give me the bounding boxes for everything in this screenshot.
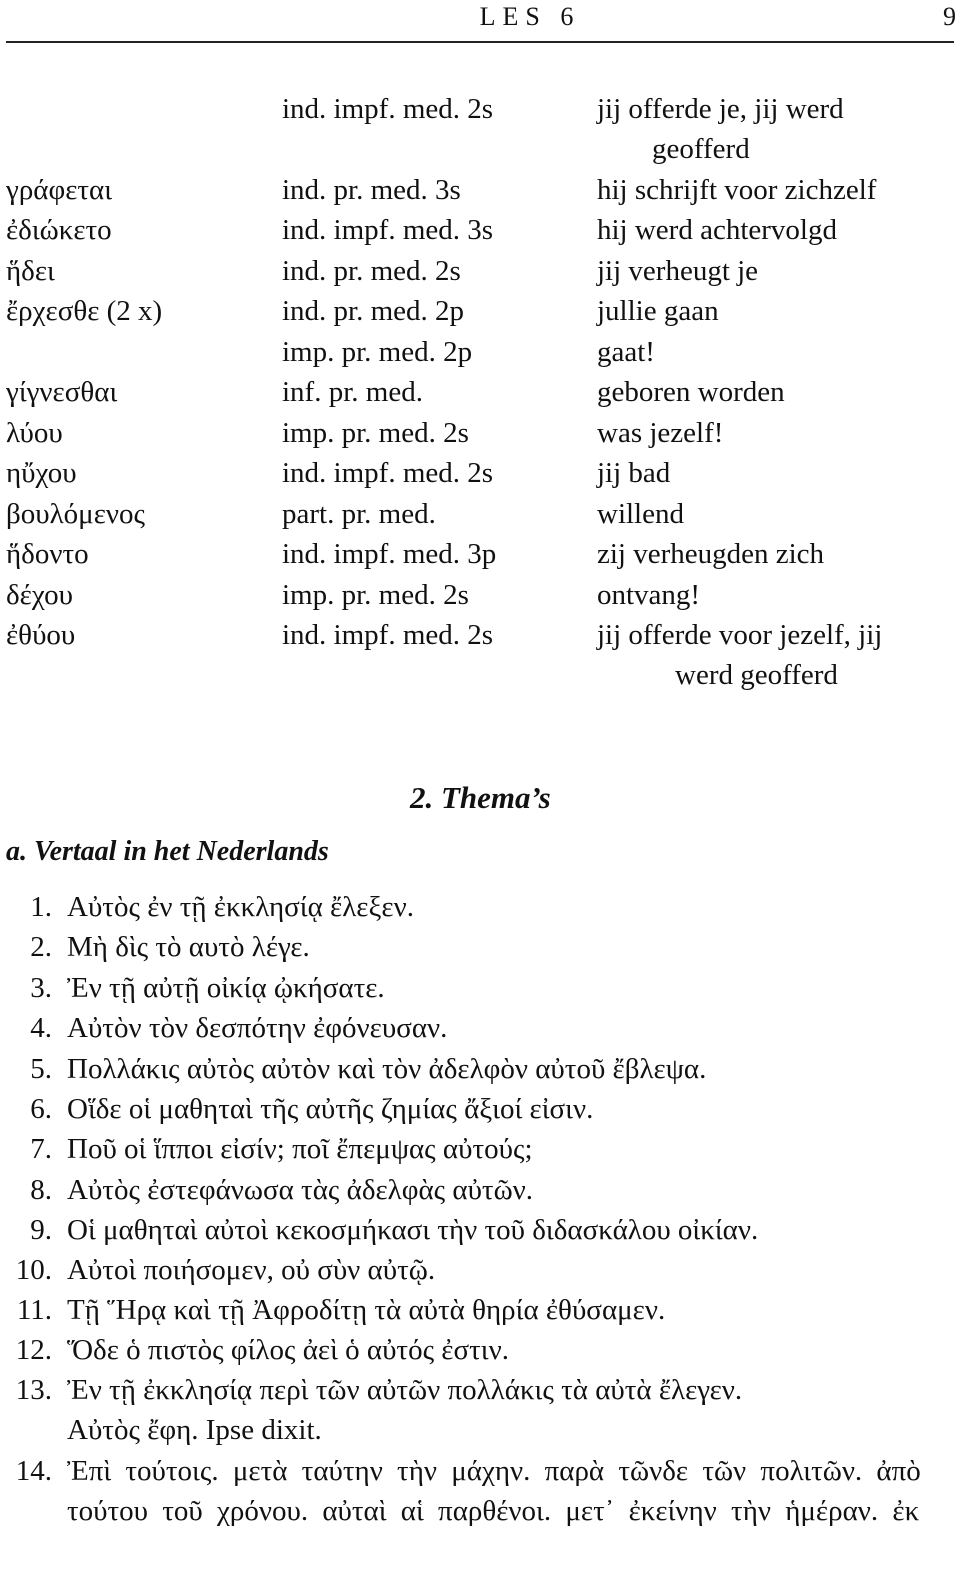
vocab-meaning-continued: geofferd <box>652 133 750 165</box>
vocab-grammar: part. pr. med. <box>282 498 436 530</box>
vocab-grammar: ind. impf. med. 2s <box>282 619 494 651</box>
vocab-row <box>0 251 960 291</box>
vocab-meaning: hij schrijft voor zichzelf <box>597 174 877 206</box>
vocab-grammar: ind. impf. med. 3s <box>282 214 494 246</box>
vocab-greek: βουλόμενος <box>6 498 145 530</box>
exercise-number: 13. <box>15 1374 52 1406</box>
vocab-meaning: gaat! <box>597 336 655 368</box>
vocab-row <box>0 615 960 655</box>
exercise-text: Οἵδε οἱ μαθηταὶ τῆς αὐτῆς ζημίας ἄξιοί εἰσιν. <box>67 1093 594 1125</box>
exercise-number: 1. <box>30 891 52 923</box>
vocab-row <box>0 291 960 331</box>
vocab-meaning: hij werd achtervolgd <box>597 214 837 246</box>
vocab-greek: λύου <box>6 417 63 449</box>
vocab-meaning: jij bad <box>597 457 671 489</box>
exercise-number: 5. <box>30 1053 52 1085</box>
vocab-row <box>0 372 960 412</box>
vocab-row <box>0 170 960 210</box>
vocab-greek: ἐθύου <box>6 619 76 651</box>
vocab-meaning: willend <box>597 498 684 530</box>
vocab-grammar: imp. pr. med. 2p <box>282 336 473 368</box>
vocab-meaning: jij verheugt je <box>597 255 759 287</box>
section-heading: 2. Thema’s <box>410 780 551 815</box>
vocab-row-continuation <box>0 129 960 169</box>
vocab-grammar: ind. impf. med. 2s <box>282 457 494 489</box>
vocab-row <box>0 413 960 453</box>
vocab-meaning: jullie gaan <box>597 295 719 327</box>
exercise-number: 6. <box>30 1093 52 1125</box>
vocab-greek: γίγνεσθαι <box>6 376 118 408</box>
exercise-text: Ὅδε ὁ πιστὸς φίλος ἀεὶ ὁ αὐτός ἐστιν. <box>67 1334 509 1366</box>
vocab-row <box>0 534 960 574</box>
page-header <box>0 0 960 40</box>
vocab-meaning: jij offerde je, jij werd <box>597 93 844 125</box>
exercise-item <box>0 1250 960 1290</box>
exercise-text: Πολλάκις αὐτὸς αὐτὸν καὶ τὸν ἀδελφὸν αὐτοῦ ἔβλεψα. <box>67 1053 707 1085</box>
exercise-number: 11. <box>16 1294 52 1326</box>
exercise-text: Ἐν τῇ αὐτῇ οἰκίᾳ ᾠκήσατε. <box>67 972 385 1004</box>
vocab-greek: ἐδιώκετο <box>6 214 112 246</box>
exercise-text-line2: τούτου τοῦ χρόνου. αὐταὶ αἱ παρθένοι. μετ᾽ ἐκείνην τὴν ἡμέραν. ἐκ <box>67 1495 920 1527</box>
exercise-text: Τῇ Ἥρᾳ καὶ τῇ Ἀφροδίτῃ τὰ αὐτὰ θηρία ἐθύσαμεν. <box>67 1294 666 1326</box>
vocab-meaning: geboren worden <box>597 376 785 408</box>
exercise-number: 8. <box>30 1174 52 1206</box>
vocab-grammar: ind. pr. med. 2p <box>282 295 465 327</box>
exercise-text: Οἱ μαθηταὶ αὐτοὶ κεκοσμήκασι τὴν τοῦ διδασκάλου οἰκίαν. <box>67 1214 759 1246</box>
vocab-grammar: inf. pr. med. <box>282 376 423 408</box>
vocab-grammar: ind. impf. med. 2s <box>282 93 494 125</box>
exercise-item <box>0 1451 960 1531</box>
exercise-item <box>0 1049 960 1089</box>
exercise-item <box>0 887 960 927</box>
exercise-item <box>0 927 960 967</box>
vocab-greek: ηὔχου <box>6 457 77 489</box>
exercise-item <box>0 1290 960 1330</box>
vocab-grammar: ind. pr. med. 2s <box>282 255 461 287</box>
vocab-row <box>0 575 960 615</box>
vocab-greek: δέχου <box>6 579 73 611</box>
vocab-meaning: zij verheugden zich <box>597 538 825 570</box>
exercise-number: 14. <box>15 1455 52 1487</box>
exercise-number: 9. <box>30 1214 52 1246</box>
exercise-text: Ἐν τῇ ἐκκλησίᾳ περὶ τῶν αὐτῶν πολλάκις τὰ αὐτὰ ἔλεγεν. <box>67 1374 743 1406</box>
exercise-number: 7. <box>30 1133 52 1165</box>
lesson-title: LES 6 <box>479 2 581 31</box>
vocab-row <box>0 332 960 372</box>
vocab-meaning: jij offerde voor jezelf, jij <box>597 619 883 651</box>
exercise-number: 2. <box>30 931 52 963</box>
exercise-item <box>0 1210 960 1250</box>
vocab-row <box>0 89 960 129</box>
page-number: 9 <box>943 2 956 31</box>
exercise-item <box>0 1089 960 1129</box>
exercise-text: Ποῦ οἱ ἵπποι εἰσίν; ποῖ ἔπεμψας αὐτούς; <box>67 1133 533 1165</box>
exercise-text: Αὐτὸς ἐστεφάνωσα τὰς ἀδελφὰς αὐτῶν. <box>67 1174 534 1206</box>
subsection-heading: a. Vertaal in het Nederlands <box>6 836 329 867</box>
exercise-item <box>0 1129 960 1169</box>
exercise-item <box>0 1008 960 1048</box>
header-rule <box>6 41 954 43</box>
vocab-greek: ἥδοντο <box>6 538 89 570</box>
vocab-row <box>0 210 960 250</box>
vocab-grammar: ind. pr. med. 3s <box>282 174 461 206</box>
exercise-text: Ἐπὶ τούτοις. μετὰ ταύτην τὴν μάχην. παρὰ τῶνδε τῶν πολιτῶν. ἀπὸ <box>67 1455 921 1487</box>
vocab-grammar: imp. pr. med. 2s <box>282 417 469 449</box>
exercise-number: 3. <box>30 972 52 1004</box>
exercise-text-line2: Αὐτὸς ἔφη. Ipse dixit. <box>67 1414 322 1446</box>
vocab-row-continuation <box>0 655 960 695</box>
vocab-grammar: ind. impf. med. 3p <box>282 538 497 570</box>
vocab-greek: γράφεται <box>6 174 113 206</box>
vocab-row <box>0 494 960 534</box>
exercise-text: Αὐτὸς ἐν τῇ ἐκκλησίᾳ ἔλεξεν. <box>67 891 414 923</box>
exercise-item <box>0 1330 960 1370</box>
vocab-meaning: was jezelf! <box>597 417 724 449</box>
exercise-item <box>0 1370 960 1450</box>
vocab-greek: ἥδει <box>6 255 55 287</box>
exercise-item <box>0 1170 960 1210</box>
vocab-meaning-continued: werd geofferd <box>675 659 838 691</box>
exercise-number: 4. <box>30 1012 52 1044</box>
exercise-item <box>0 968 960 1008</box>
exercise-text: Μὴ δὶς τὸ αυτὸ λέγε. <box>67 931 310 963</box>
vocab-greek: ἔρχεσθε (2 x) <box>6 295 163 327</box>
vocab-grammar: imp. pr. med. 2s <box>282 579 469 611</box>
exercise-number: 10. <box>15 1254 52 1286</box>
vocab-meaning: ontvang! <box>597 579 701 611</box>
exercise-text: Αὐτοὶ ποιήσομεν, οὐ σὺν αὐτῷ. <box>67 1254 436 1286</box>
exercise-number: 12. <box>15 1334 52 1366</box>
exercise-text: Αὐτὸν τὸν δεσπότην ἐφόνευσαν. <box>67 1012 448 1044</box>
vocab-row <box>0 453 960 493</box>
